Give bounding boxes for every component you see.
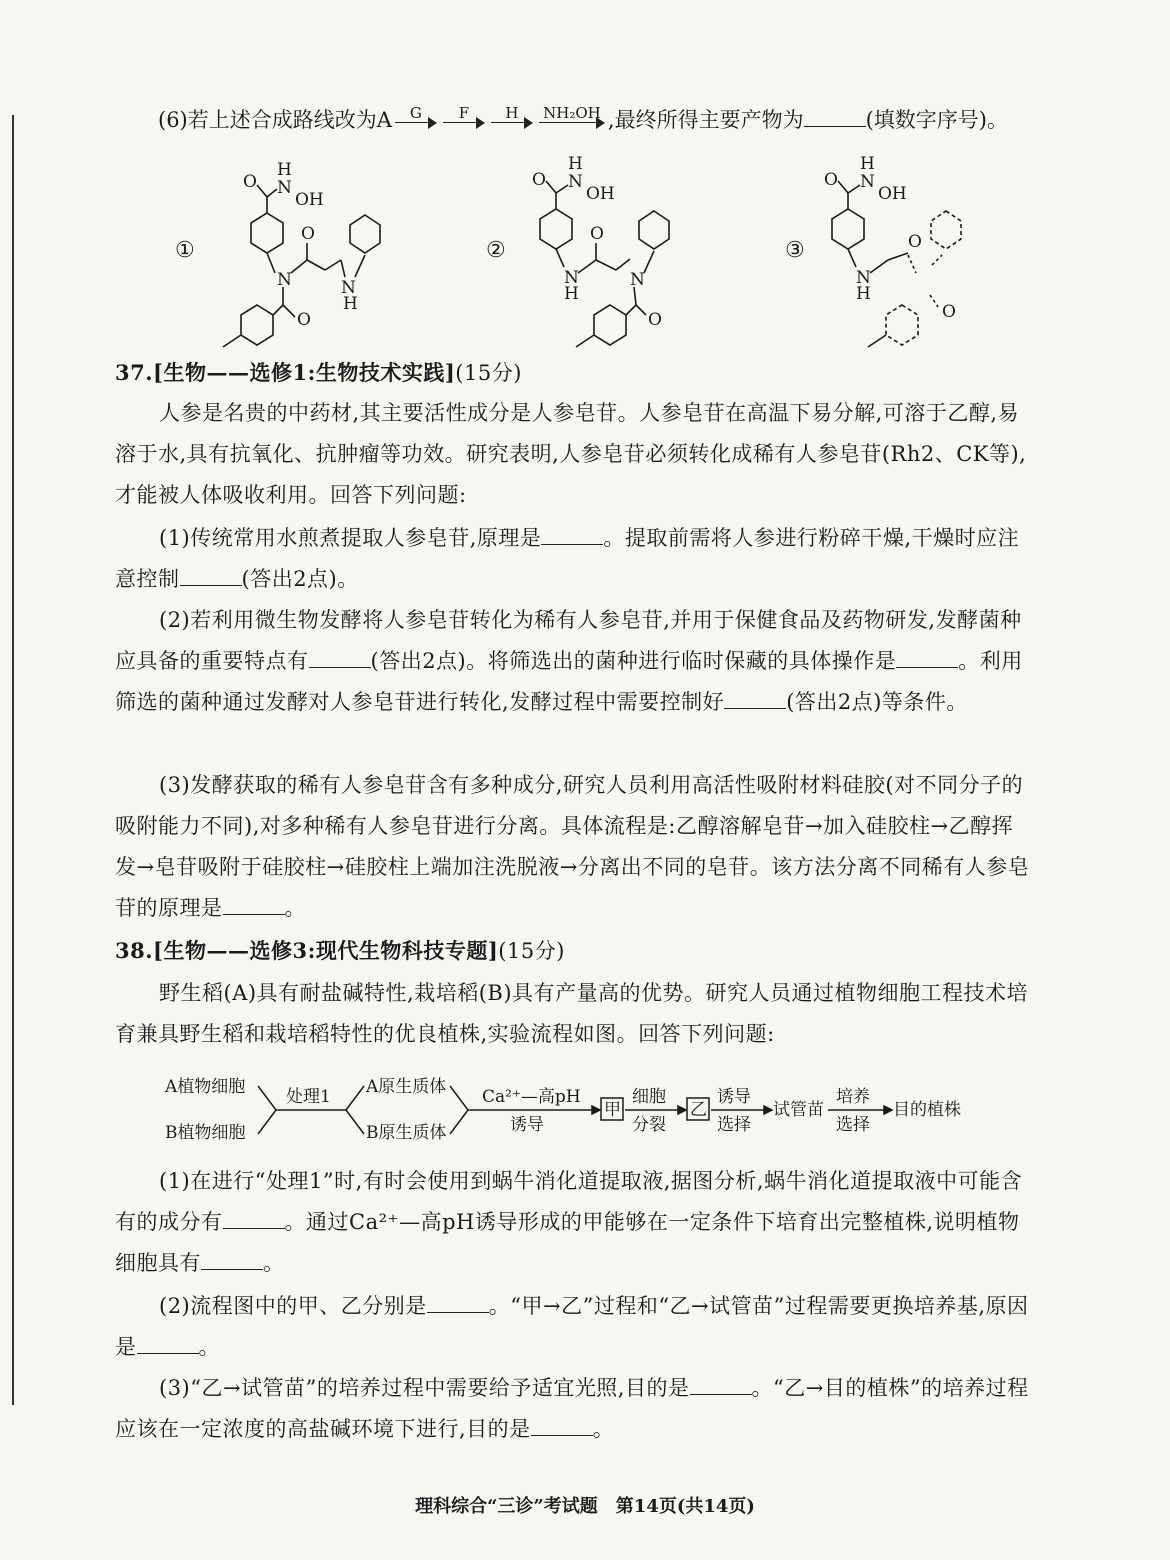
answer-blank — [896, 649, 958, 668]
svg-text:目的植株: 目的植株 — [893, 1100, 961, 1120]
svg-text:A原生质体: A原生质体 — [366, 1077, 447, 1097]
svg-text:选择: 选择 — [836, 1115, 870, 1135]
answer-blank — [427, 1294, 489, 1313]
svg-text:N: N — [856, 268, 871, 288]
q37-header: 37.[生物——选修1:生物技术实践](15分) — [115, 360, 522, 385]
choice-1-label: ① — [175, 238, 195, 263]
svg-text:N: N — [564, 268, 579, 288]
svg-text:O: O — [590, 224, 604, 244]
molecule-3 — [812, 155, 1042, 359]
svg-text:B原生质体: B原生质体 — [366, 1123, 447, 1143]
svg-text:甲: 甲 — [604, 1100, 621, 1120]
q38-part2: (2)流程图中的甲、乙分别是 。“甲→乙”过程和“乙→试管苗”过程需要更换培养基,原因是 。 — [115, 1294, 1029, 1359]
q38-header: 38.[生物——选修3:现代生物科技专题](15分) — [115, 938, 565, 963]
svg-text:N: N — [277, 270, 292, 290]
svg-text:O: O — [243, 172, 257, 192]
svg-text:培养: 培养 — [836, 1087, 870, 1107]
svg-text:OH: OH — [878, 184, 907, 204]
question-6: (6)若上述合成路线改为A G F H NH₂OH ,最终所得主要产物为 (填数字序号)。 — [158, 103, 1008, 132]
svg-text:Ca²⁺—高pH: Ca²⁺—高pH — [482, 1087, 581, 1107]
svg-text:O: O — [301, 224, 315, 244]
q37-intro: 人参是名贵的中药材,其主要活性成分是人参皂苷。人参皂苷在高温下易分解,可溶于乙醇,易溶于水,具有抗氧化、抗肿瘤等功效。研究表明,人参皂苷必须转化成稀有人参皂苷(Rh2、CK等),才能被人体吸收利用。回答下列问题: — [115, 401, 1027, 507]
answer-blank — [531, 1417, 593, 1436]
page-footer: 理科综合“三诊”考试题 第14页(共14页) — [415, 1496, 755, 1517]
choice-2-label: ② — [486, 238, 506, 263]
answer-blank — [690, 1376, 752, 1395]
svg-text:H: H — [856, 284, 871, 304]
q37-part2: (2)若利用微生物发酵将人参皂苷转化为稀有人参皂苷,并用于保健食品及药物研发,发酵菌种应具备的重要特点有 (答出2点)。将筛选出的菌种进行临时保藏的具体操作是 。利用筛选的菌种通过发酵对人参皂苷进行转化,发酵过程中需要控制好 (答出2点)等条件。 — [115, 608, 1023, 714]
arrow-h: H — [491, 115, 533, 129]
q38-part3: (3)“乙→试管苗”的培养过程中需要给予适宜光照,目的是 。“乙→目的植株”的培养过程应该在一定浓度的高盐碱环境下进行,目的是 。 — [115, 1376, 1029, 1441]
svg-text:H: H — [277, 160, 292, 180]
svg-text:细胞: 细胞 — [632, 1087, 666, 1107]
svg-text:OH: OH — [295, 190, 324, 210]
svg-text:乙: 乙 — [690, 1100, 707, 1120]
answer-blank — [201, 1251, 263, 1270]
molecule-1 — [205, 155, 435, 359]
svg-text:H: H — [568, 155, 583, 174]
svg-text:试管苗: 试管苗 — [773, 1100, 824, 1120]
arrow-nh2oh: NH₂OH — [539, 115, 605, 129]
svg-text:OH: OH — [586, 184, 615, 204]
svg-text:H: H — [343, 294, 358, 314]
svg-text:A植物细胞: A植物细胞 — [165, 1077, 246, 1097]
svg-text:H: H — [860, 155, 875, 174]
answer-blank — [309, 649, 371, 668]
answer-blank — [804, 108, 866, 127]
molecule-2 — [520, 155, 750, 359]
svg-text:O: O — [908, 232, 922, 252]
q38-part1: (1)在进行“处理1”时,有时会使用到蜗牛消化道提取液,据图分析,蜗牛消化道提取液中可能含有的成分有 。通过Ca²⁺—高pH诱导形成的甲能够在一定条件下培育出完整植株,说明植物细胞具有 。 — [115, 1169, 1023, 1275]
svg-text:O: O — [648, 310, 662, 330]
answer-blank — [137, 1335, 199, 1354]
svg-text:N: N — [341, 278, 356, 298]
svg-text:处理1: 处理1 — [286, 1087, 331, 1107]
svg-text:O: O — [297, 310, 311, 330]
answer-blank — [223, 1210, 285, 1229]
answer-blank — [223, 896, 285, 915]
choice-3-label: ③ — [785, 238, 805, 263]
svg-text:选择: 选择 — [717, 1115, 751, 1135]
svg-text:N: N — [860, 172, 875, 192]
arrow-g: G — [395, 115, 437, 129]
svg-text:O: O — [942, 302, 956, 322]
margin-line — [12, 115, 14, 1405]
svg-text:诱导: 诱导 — [717, 1087, 751, 1107]
svg-text:N: N — [277, 178, 292, 198]
svg-text:O: O — [824, 170, 838, 190]
q38-intro: 野生稻(A)具有耐盐碱特性,栽培稻(B)具有产量高的优势。研究人员通过植物细胞工程技术培育兼具野生稻和栽培稻特性的优良植株,实验流程如图。回答下列问题: — [115, 981, 1029, 1046]
arrow-f: F — [443, 115, 485, 129]
q37-part3: (3)发酵获取的稀有人参皂苷含有多种成分,研究人员利用高活性吸附材料硅胶(对不同分子的吸附能力不同),对多种稀有人参皂苷进行分离。具体流程是:乙醇溶解皂苷→加入硅胶柱→乙醇挥发→皂苷吸附于硅胶柱→硅胶柱上端加注洗脱液→分离出不同的皂苷。该方法分离不同稀有人参皂苷的原理是 。 — [115, 773, 1030, 920]
flow-diagram — [160, 1072, 1000, 1152]
answer-blank — [541, 526, 603, 545]
q37-part1: (1)传统常用水煎煮提取人参皂苷,原理是 。提取前需将人参进行粉碎干燥,干燥时应注意控制 (答出2点)。 — [115, 526, 1020, 591]
svg-text:N: N — [568, 172, 583, 192]
svg-text:N: N — [630, 270, 645, 290]
svg-text:B植物细胞: B植物细胞 — [165, 1123, 246, 1143]
answer-blank — [724, 690, 786, 709]
answer-blank — [180, 567, 242, 586]
svg-text:O: O — [532, 170, 546, 190]
svg-text:H: H — [564, 284, 579, 304]
svg-text:分裂: 分裂 — [632, 1115, 666, 1135]
svg-text:诱导: 诱导 — [510, 1115, 544, 1135]
